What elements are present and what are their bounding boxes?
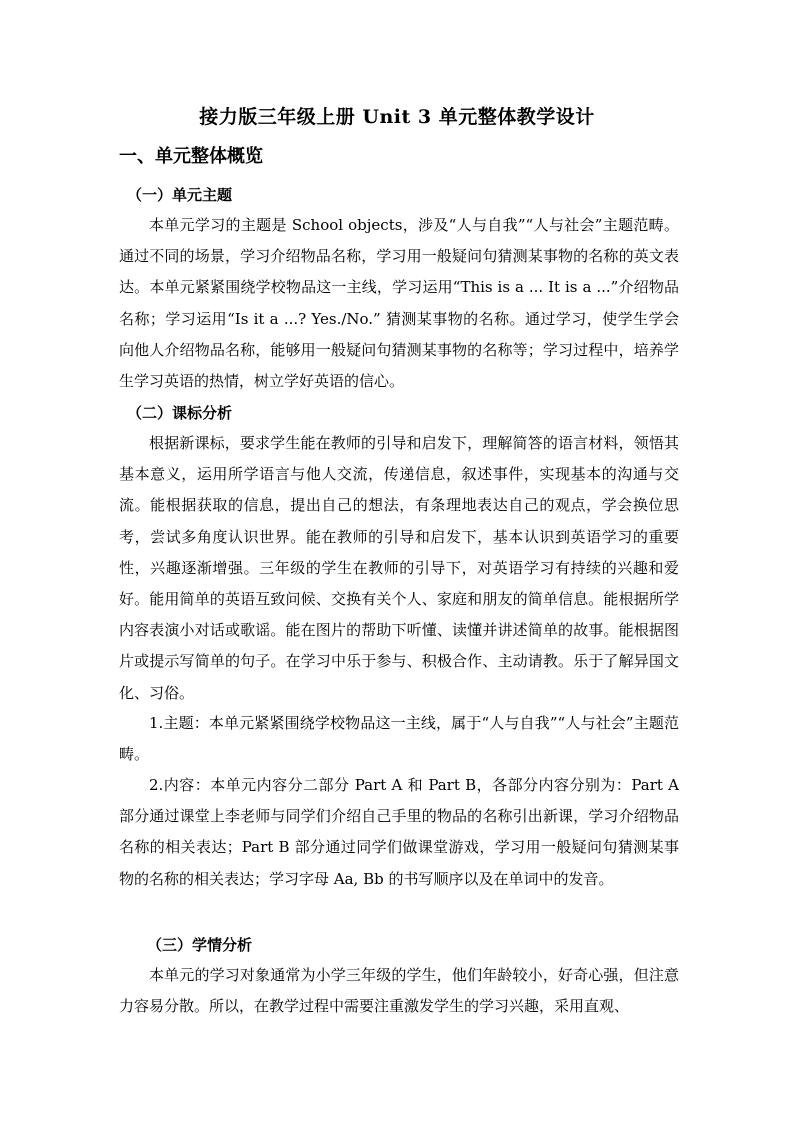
paragraph-unit-theme: 本单元学习的主题是 School objects，涉及“人与自我”“人与社会”主题范畴。通过不同的场景，学习介绍物品名称，学习用一般疑问句猜测某事物的名称的英文表达。本单元紧紧围绕学校物品这一主线，学习运用“This is a ... It is a ...”介绍物品名称；学习运用“Is it a ...? Yes./No.” 猜测某事物的名称。通过学习，使学生学会向他人介绍物品名称，能够用一般疑问句猜测某事物的名称等；学习过程中，培养学生学习英语的热情，树立学好英语的信心。 (119, 216, 679, 391)
document-title: 接力版三年级上册 Unit 3 单元整体教学设计 (199, 106, 595, 128)
paragraph-point-theme: 1.主题：本单元紧紧围绕学校物品这一主线，属于“人与自我”“人与社会”主题范畴。 (119, 714, 679, 764)
paragraph-curriculum-analysis: 根据新课标，要求学生能在教师的引导和启发下，理解简答的语言材料，领悟其基本意义，运用所学语言与他人交流，传递信息，叙述事件，实现基本的沟通与交流。能根据获取的信息，提出自己的想法，有条理地表达自己的观点，学会换位思考，尝试多角度认识世界。能在教师的引导和启发下，基本认识到英语学习的重要性，兴趣逐渐增强。三年级的学生在教师的引导下，对英语学习有持续的兴趣和爱好。能用简单的英语互致问候、交换有关个人、家庭和朋友的简单信息。能根据所学内容表演小对话或歌谣。能在图片的帮助下听懂、读懂并讲述简单的故事。能根据图片或提示写简单的句子。在学习中乐于参与、积极合作、主动请教。乐于了解异国文化、习俗。 (119, 434, 679, 702)
subsection-heading-unit-theme: （一）单元主题 (127, 186, 233, 204)
subsection-heading-learner-analysis: （三）学情分析 (147, 936, 253, 954)
paragraph-point-content: 2.内容：本单元内容分二部分 Part A 和 Part B，各部分内容分别为：Part A 部分通过课堂上李老师与同学们介绍自己手里的物品的名称引出新课，学习介绍物品名称的相关表达；Part B 部分通过同学们做课堂游戏，学习用一般疑问句猜测某事物的名称的相关表达；学习字母 Aa, Bb 的书写顺序以及在单词中的发音。 (119, 776, 679, 888)
paragraph-learner-analysis: 本单元的学习对象通常为小学三年级的学生，他们年龄较小，好奇心强，但注意力容易分散。所以，在教学过程中需要注重激发学生的学习兴趣，采用直观、 (119, 966, 679, 1016)
subsection-heading-curriculum-analysis: （二）课标分析 (127, 404, 233, 422)
section-heading-overview: 一、单元整体概览 (119, 146, 263, 167)
